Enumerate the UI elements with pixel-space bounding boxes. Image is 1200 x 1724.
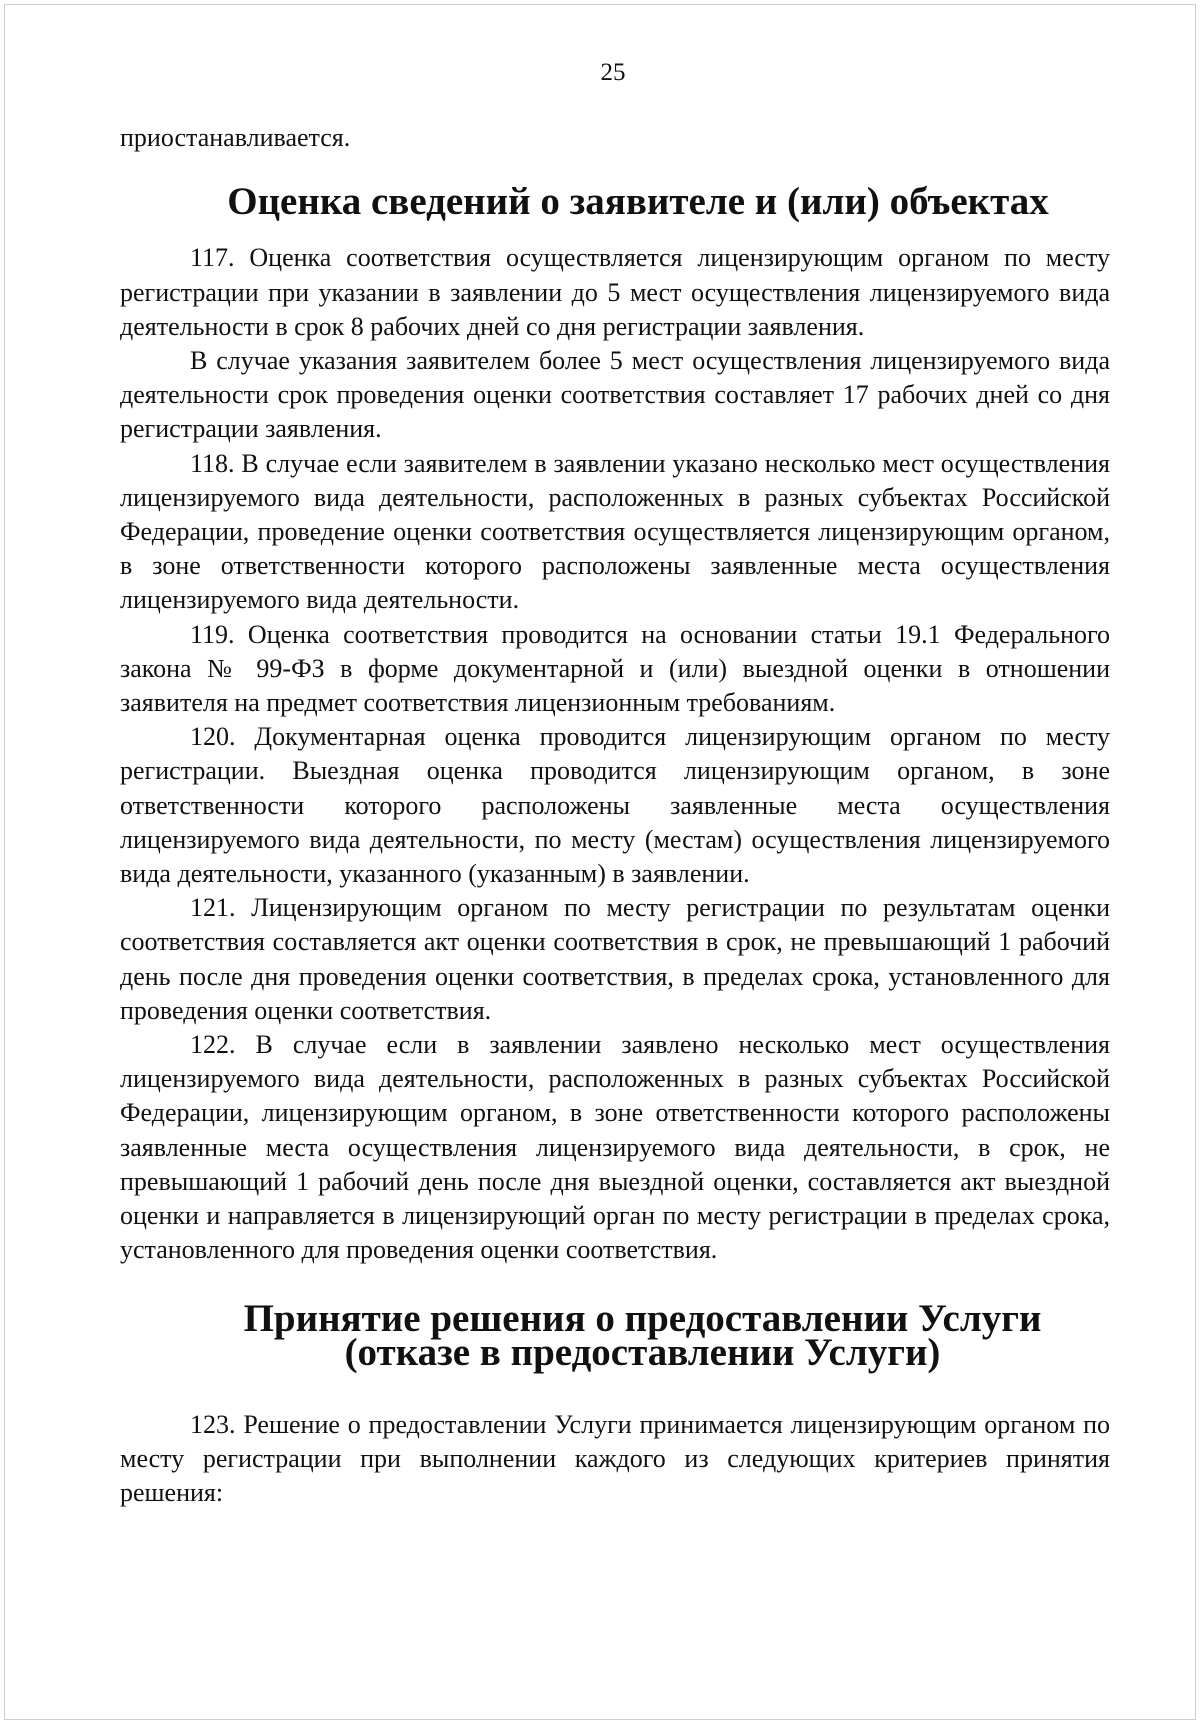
section-heading-line-2: (отказе в предоставлении Услуги) <box>344 1330 941 1374</box>
paragraph-122: 122. В случае если в заявлении заявлено несколько мест осуществления лицензируемого вида деятельности, расположенных в разных субъектах Российской Федерации, лицензирующим органом, в зоне ответственности которого расположены заявленные места осуществления лицензируемого вида деятельности, в срок, не превышающий 1 рабочий день после дня выездной оценки, составляется акт выездной оценки и направляется в лицензирующий орган по месту регистрации в пределах срока, установленного для проведения оценки соответствия. <box>120 1030 1110 1265</box>
paragraph-120: 120. Документарная оценка проводится лицензирующим органом по месту регистрации. Выездная оценка проводится лицензирующим органом, в зоне ответственности которого расположены заявленные места осуществления лицензируемого вида деятельности, по месту (местам) осуществления лицензируемого вида деятельности, указанного (указанным) в заявлении. <box>120 722 1110 889</box>
paragraph-117: 117. Оценка соответствия осуществляется лицензирующим органом по месту регистрации при указании в заявлении до 5 мест осуществления лицензируемого вида деятельности в срок 8 рабочих дней со дня регистрации заявления. <box>120 243 1110 341</box>
document-body <box>120 121 1110 1511</box>
paragraph-119: 119. Оценка соответствия проводится на основании статьи 19.1 Федерального закона № 99-ФЗ в форме документарной и (или) выездной оценки в отношении заявителя на предмет соответствия лицензионным требованиям. <box>120 619 1110 718</box>
section-heading-decision <box>120 1296 1110 1374</box>
paragraph-121: 121. Лицензирующим органом по месту регистрации по результатам оценки соответствия составляется акт оценки соответствия в срок, не превышающий 1 рабочий день после дня проведения оценки соответствия, в пределах срока, установленного для проведения оценки соответствия. <box>120 893 1110 1025</box>
paragraph-123: 123. Решение о предоставлении Услуги принимается лицензирующим органом по месту регистрации при выполнении каждого из следующих критериев принятия решения: <box>120 1409 1110 1508</box>
page-number: 25 <box>600 59 626 86</box>
paragraph-117-continuation: В случае указания заявителем более 5 мест осуществления лицензируемого вида деятельности срок проведения оценки соответствия составляет 17 рабочих дней со дня регистрации заявления. <box>120 346 1110 444</box>
section-heading-text: Оценка сведений о заявителе и (или) объектах <box>227 180 1049 224</box>
continuation-paragraph: приостанавливается. <box>120 123 351 152</box>
section-heading-assessment <box>120 180 1110 224</box>
paragraph-118: 118. В случае если заявителем в заявлении указано несколько мест осуществления лицензируемого вида деятельности, расположенных в разных субъектах Российской Федерации, проведение оценки соответствия осуществляется лицензирующим органом, в зоне ответственности которого расположены заявленные места осуществления лицензируемого вида деятельности. <box>120 448 1110 615</box>
section-heading-line-1: Принятие решения о предоставлении Услуги <box>243 1296 1042 1340</box>
